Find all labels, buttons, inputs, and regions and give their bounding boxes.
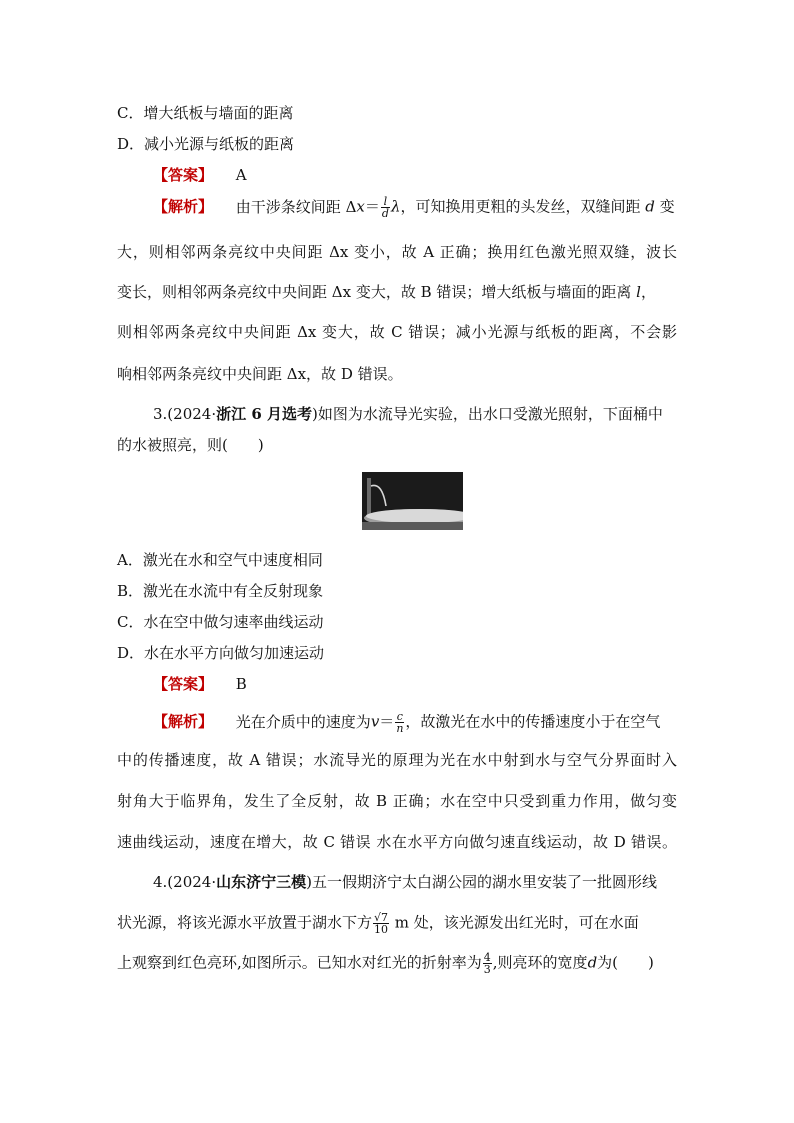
fraction-l-over-d: $\frac{l}{d}$ bbox=[381, 195, 389, 220]
q3-analysis-line4: 速曲线运动，速度在增大，故 C 错误 水在水平方向做匀速直线运动，故 D 错误。 bbox=[117, 833, 677, 851]
water-light-guide-photo bbox=[362, 472, 463, 530]
q4-stem-line3: 上观察到红色亮环,如图所示。已知水对红光的折射率为 $\frac{4}{3}$ ,则亮环的宽度d为( ) bbox=[117, 951, 654, 976]
analysis-tag: 【解析】 bbox=[153, 712, 214, 731]
fraction-c-over-n: $\frac{c}{n}$ bbox=[396, 710, 404, 735]
q3-option-c: C．水在空中做匀速率曲线运动 bbox=[117, 613, 324, 631]
q4-stem-line1: 4.(2024·山东济宁三模)五一假期济宁太白湖公园的湖水里安装了一批圆形线 bbox=[153, 873, 657, 891]
q3-stem-line2: 的水被照亮，则( ) bbox=[117, 436, 264, 454]
fraction-4-over-3: $\frac{4}{3}$ bbox=[483, 951, 491, 976]
q3-analysis-line2: 中的传播速度，故 A 错误；水流导光的原理为光在水中射到水与空气分界面时入 bbox=[117, 751, 677, 769]
q3-option-d: D．水在水平方向做匀加速运动 bbox=[117, 644, 325, 662]
q2-analysis-line4: 则相邻两条亮纹中央间距 Δx 变大，故 C 错误；减小光源与纸板的距离，不会影 bbox=[117, 323, 677, 341]
answer-tag: 【答案】 bbox=[153, 166, 214, 184]
q3-option-b: B．激光在水流中有全反射现象 bbox=[117, 582, 324, 600]
fraction-sqrt7-over-10: $\frac{√7}{10}$ bbox=[374, 911, 389, 936]
q2-analysis-line5: 响相邻两条亮纹中央间距 Δx，故 D 错误。 bbox=[117, 365, 403, 383]
analysis-tag: 【解析】 bbox=[153, 197, 214, 216]
q3-stem-line1: 3.(2024·浙江 6 月选考)如图为水流导光实验，出水口受激光照射，下面桶中 bbox=[153, 405, 663, 423]
q2-answer bbox=[153, 165, 713, 185]
water-light-guide-illustration bbox=[362, 472, 463, 530]
answer-value: B bbox=[235, 675, 247, 693]
q2-analysis-line2: 大，则相邻两条亮纹中央间距 Δx 变小，故 A 正确；换用红色激光照双缝，波长 bbox=[117, 243, 677, 261]
q3-analysis-line1: 【解析】 光在介质中的速度为v＝ $\frac{c}{n}$ ，故激光在水中的传播速度小于在空气 bbox=[153, 710, 661, 735]
q2-analysis-line3: 变长，则相邻两条亮纹中央间距 Δx 变大，故 B 错误；增大纸板与墙面的距离 l， bbox=[117, 283, 656, 301]
q3-answer bbox=[153, 674, 713, 694]
answer-tag: 【答案】 bbox=[153, 675, 214, 693]
q3-analysis-line3: 射角大于临界角，发生了全反射，故 B 正确；水在空中只受到重力作用，做匀变 bbox=[117, 792, 677, 810]
q3-option-a: A．激光在水和空气中速度相同 bbox=[117, 551, 323, 569]
q2-analysis-line1: 【解析】 由干涉条纹间距 Δx＝ $\frac{l}{d}$ λ，可知换用更粗的头发丝，双缝间距 d 变 bbox=[153, 195, 675, 220]
q4-stem-line2: 状光源，将该光源水平放置于湖水下方 $\frac{√7}{10}$ m 处，该光源发出红光时，可在水面 bbox=[117, 911, 639, 936]
q2-option-d: D．减小光源与纸板的距离 bbox=[117, 135, 295, 153]
answer-value: A bbox=[235, 166, 247, 184]
q2-option-c: C．增大纸板与墙面的距离 bbox=[117, 104, 294, 122]
